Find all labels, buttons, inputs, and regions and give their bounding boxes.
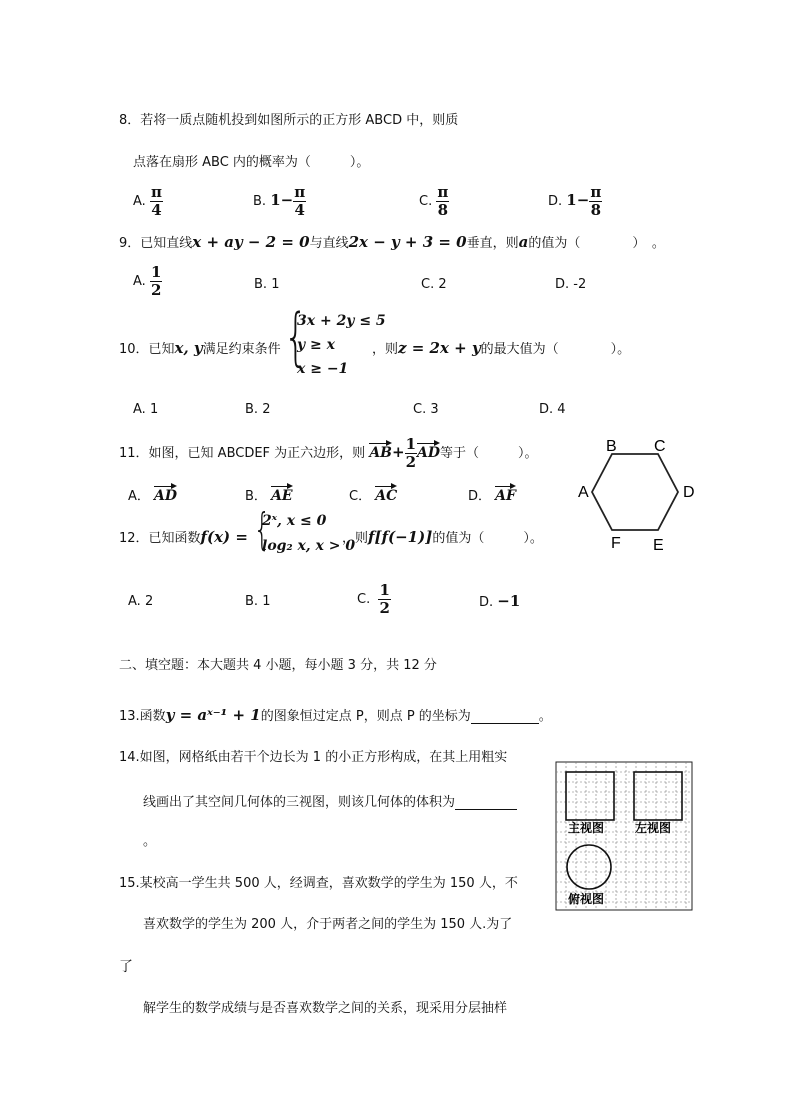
q11-vector-ad: AD <box>417 441 440 461</box>
hexagon-figure <box>572 436 702 556</box>
q10-constraint-1: 3x + 2y ≤ 5 <box>297 313 386 329</box>
hexagon-label-d: D <box>683 484 695 501</box>
q10-option-d[interactable]: D. 4 <box>539 402 566 417</box>
q10-constraint-2: y ≥ x <box>297 337 335 353</box>
q9-stem: 9．已知直线x + ay − 2 = 0与直线2x − y + 3 = 0垂直，则a的值为（ ） 。 <box>119 233 665 251</box>
q14-line2: 线画出了其空间几何体的三视图，则该几何体的体积为 <box>143 791 517 810</box>
q13-answer-blank[interactable] <box>471 708 539 724</box>
q14-answer-blank[interactable] <box>455 794 517 810</box>
q8-option-b-fraction: $\frac{\pi}{4}$ <box>294 183 306 219</box>
hexagon-label-e: E <box>653 537 664 554</box>
q9-option-a-fraction: $\frac{1}{2}$ <box>150 263 162 299</box>
q15-line1: 15.某校高一学生共 500 人，经调查，喜欢数学的学生为 150 人，不 <box>119 876 518 891</box>
q9-option-a[interactable]: A. $\frac{1}{2}$ <box>133 263 162 299</box>
q8-option-c[interactable]: C. $\frac{\pi}{8}$ <box>419 183 449 219</box>
q8-line1: 8．若将一质点随机投到如图所示的正方形 ABCD 中，则质 <box>119 113 459 128</box>
q12-stem-end: ，则f[f(−1)]的值为（ ）。 <box>342 528 543 546</box>
q8-option-d-fraction: $\frac{\pi}{8}$ <box>590 183 602 219</box>
q9-option-c[interactable]: C. 2 <box>421 277 447 292</box>
q10-option-a[interactable]: A. 1 <box>133 402 159 417</box>
q15-line3: 了 <box>119 959 133 975</box>
q10-option-c[interactable]: C. 3 <box>413 402 439 417</box>
q11-option-b[interactable]: B． AE <box>245 484 293 504</box>
front-view-label: 主视图 <box>568 821 605 835</box>
q15-line4: 解学生的数学成绩与是否喜欢数学之间的关系，现采用分层抽样 <box>143 1001 508 1016</box>
q8-option-a-fraction: $\frac{\pi}{4}$ <box>150 183 162 219</box>
q11-stem: 11．如图，已知 ABCDEF 为正六边形，则 AB+ $\frac{1}{2}$ AD等于（ ）。 <box>119 435 538 471</box>
side-view-label: 左视图 <box>635 821 672 835</box>
q11-vector-ab: AB <box>369 441 392 461</box>
q9-option-b[interactable]: B. 1 <box>254 277 280 292</box>
q12-stem-start: 12．已知函数f(x) = <box>119 528 248 546</box>
q12-option-c[interactable]: C. $\frac{1}{2}$ <box>357 581 390 617</box>
q15-line2: 喜欢数学的学生为 200 人，介于两者之间的学生为 150 人.为了 <box>143 917 513 932</box>
hexagon-label-a: A <box>578 484 589 501</box>
q11-option-d[interactable]: D． AF <box>468 484 516 504</box>
q11-coefficient: $\frac{1}{2}$ <box>405 435 417 471</box>
q11-option-c[interactable]: C． AC <box>349 484 397 504</box>
q8-option-c-fraction: $\frac{\pi}{8}$ <box>437 183 449 219</box>
hexagon-label-c: C <box>654 438 666 455</box>
q12-option-a[interactable]: A. 2 <box>128 594 154 609</box>
q10-option-b[interactable]: B. 2 <box>245 402 271 417</box>
q12-option-d[interactable]: D. −1 <box>479 592 521 610</box>
q14-line1: 14.如图，网格纸由若干个边长为 1 的小正方形构成，在其上用粗实 <box>119 750 508 765</box>
q12-piece-2: log₂ x, x > 0 <box>262 538 356 554</box>
q8-line2: 点落在扇形 ABC 内的概率为（ ）。 <box>133 155 370 170</box>
q11-option-a[interactable]: A． AD <box>128 484 177 504</box>
q12-piecewise-brace: { <box>253 504 271 555</box>
grid-frame <box>556 762 692 910</box>
q10-stem-start: 10．已知x, y满足约束条件 <box>119 339 281 357</box>
q10-constraint-3: x ≥ −1 <box>297 361 349 377</box>
hexagon-label-f: F <box>611 535 621 552</box>
top-view-label: 俯视图 <box>568 892 605 906</box>
three-view-figure <box>555 761 695 912</box>
q8-option-a[interactable]: A. $\frac{\pi}{4}$ <box>133 183 162 219</box>
q12-piece-1: 2ˣ, x ≤ 0 <box>262 513 327 529</box>
q8-option-b[interactable]: B. 1− $\frac{\pi}{4}$ <box>253 183 306 219</box>
q12-option-b[interactable]: B. 1 <box>245 594 271 609</box>
q12-option-c-fraction: $\frac{1}{2}$ <box>379 581 390 617</box>
q10-stem-end: ，则z = 2x + y的最大值为（ ）。 <box>372 339 631 357</box>
section-2-heading: 二、填空题：本大题共 4 小题，每小题 3 分，共 12 分 <box>119 658 437 673</box>
q10-system-brace: { <box>283 300 308 373</box>
hexagon-shape <box>592 454 678 530</box>
q8-option-d[interactable]: D. 1− $\frac{\pi}{8}$ <box>548 183 602 219</box>
q13-stem: 13.函数y = aˣ⁻¹ + 1的图象恒过定点 P，则点 P 的坐标为 。 <box>119 706 552 724</box>
q14-line3: 。 <box>143 834 157 849</box>
q9-option-d[interactable]: D. -2 <box>555 277 587 292</box>
hexagon-label-b: B <box>606 438 617 455</box>
